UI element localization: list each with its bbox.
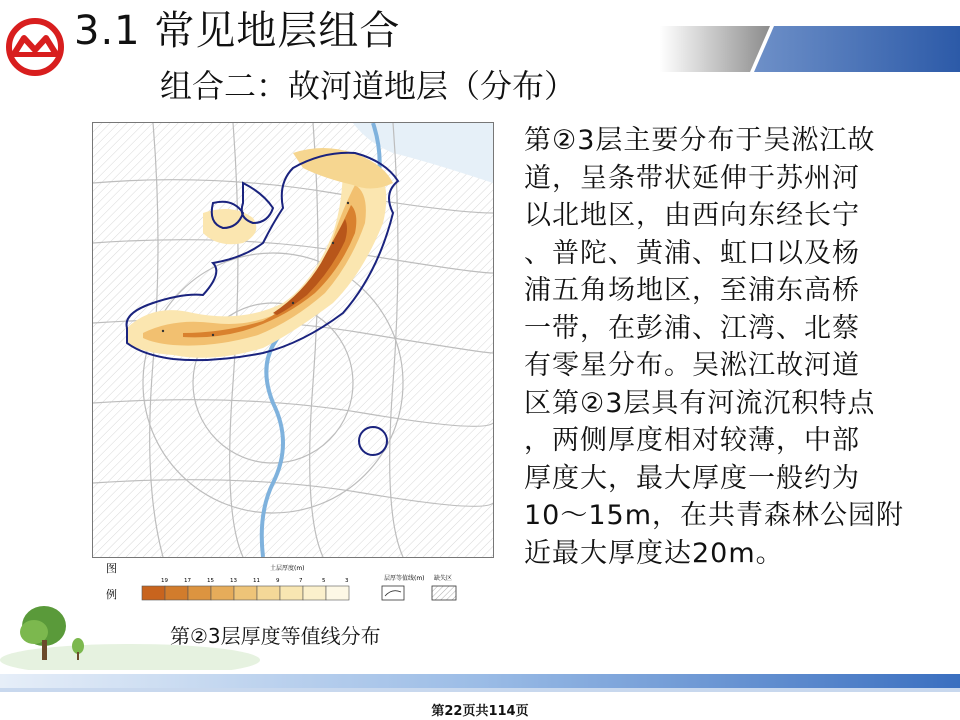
body-line: 10～15m，在共青森林公园附: [524, 500, 905, 531]
legend-tu-label: 图: [106, 562, 117, 575]
legend-tick-label: 17: [184, 578, 191, 584]
legend-missing-symbol: [432, 586, 456, 600]
footer-band-decoration: [0, 660, 960, 700]
slide-subtitle: 组合二：故河道地层（分布）: [160, 67, 577, 105]
body-line: ，两侧厚度相对较薄，中部: [524, 425, 860, 456]
legend-tick-label: 15: [207, 578, 214, 584]
shanghai-metro-logo-icon: [6, 18, 64, 76]
slide-title: 3.1 常见地层组合: [74, 8, 401, 54]
body-line: 厚度大，最大厚度一般约为: [524, 462, 860, 494]
legend-tick-label: 19: [161, 578, 168, 584]
legend-tick-label: 11: [253, 578, 260, 584]
legend-swatch: [280, 586, 303, 600]
legend-contour-symbol: [382, 586, 404, 600]
legend-li-label: 例: [106, 588, 117, 601]
legend-tick-label: 9: [276, 578, 280, 584]
legend-swatch: [303, 586, 326, 600]
header-banner-decoration: [660, 26, 960, 72]
legend-tick-label: 5: [322, 578, 326, 584]
body-line: 有零星分布。吴淞江故河道: [524, 350, 860, 381]
body-line: 近最大厚度达20m。: [524, 537, 784, 569]
page-number: 第22页共114页: [431, 704, 529, 719]
legend-swatch: [326, 586, 349, 600]
map-caption: 第②3层厚度等值线分布: [170, 624, 381, 648]
body-line: 一带，在彭浦、江湾、北蔡: [524, 312, 860, 344]
legend-tick-label: 3: [345, 578, 349, 584]
body-line: 浦五角场地区，至浦东高桥: [524, 275, 860, 306]
legend-tick-label: 13: [230, 578, 237, 584]
body-line: 道，呈条带状延伸于苏州河: [524, 162, 860, 194]
slide-body-text: [524, 122, 944, 572]
body-line: 、普陀、黄浦、虹口以及杨: [524, 237, 860, 269]
legend-missing-label: 缺失区: [434, 575, 453, 582]
thickness-contour-map: [92, 122, 494, 558]
body-line: 以北地区，由西向东经长宁: [524, 200, 860, 231]
body-line: 区第②3层具有河流沉积特点: [524, 387, 876, 419]
legend-swatch: [257, 586, 280, 600]
legend-tick-label: 7: [299, 578, 303, 584]
legend-thickness-title: 土层厚度(m): [270, 565, 305, 572]
body-line: 第②3层主要分布于吴淞江故: [524, 125, 876, 156]
legend-contour-label: 层厚等值线(m): [384, 575, 425, 582]
